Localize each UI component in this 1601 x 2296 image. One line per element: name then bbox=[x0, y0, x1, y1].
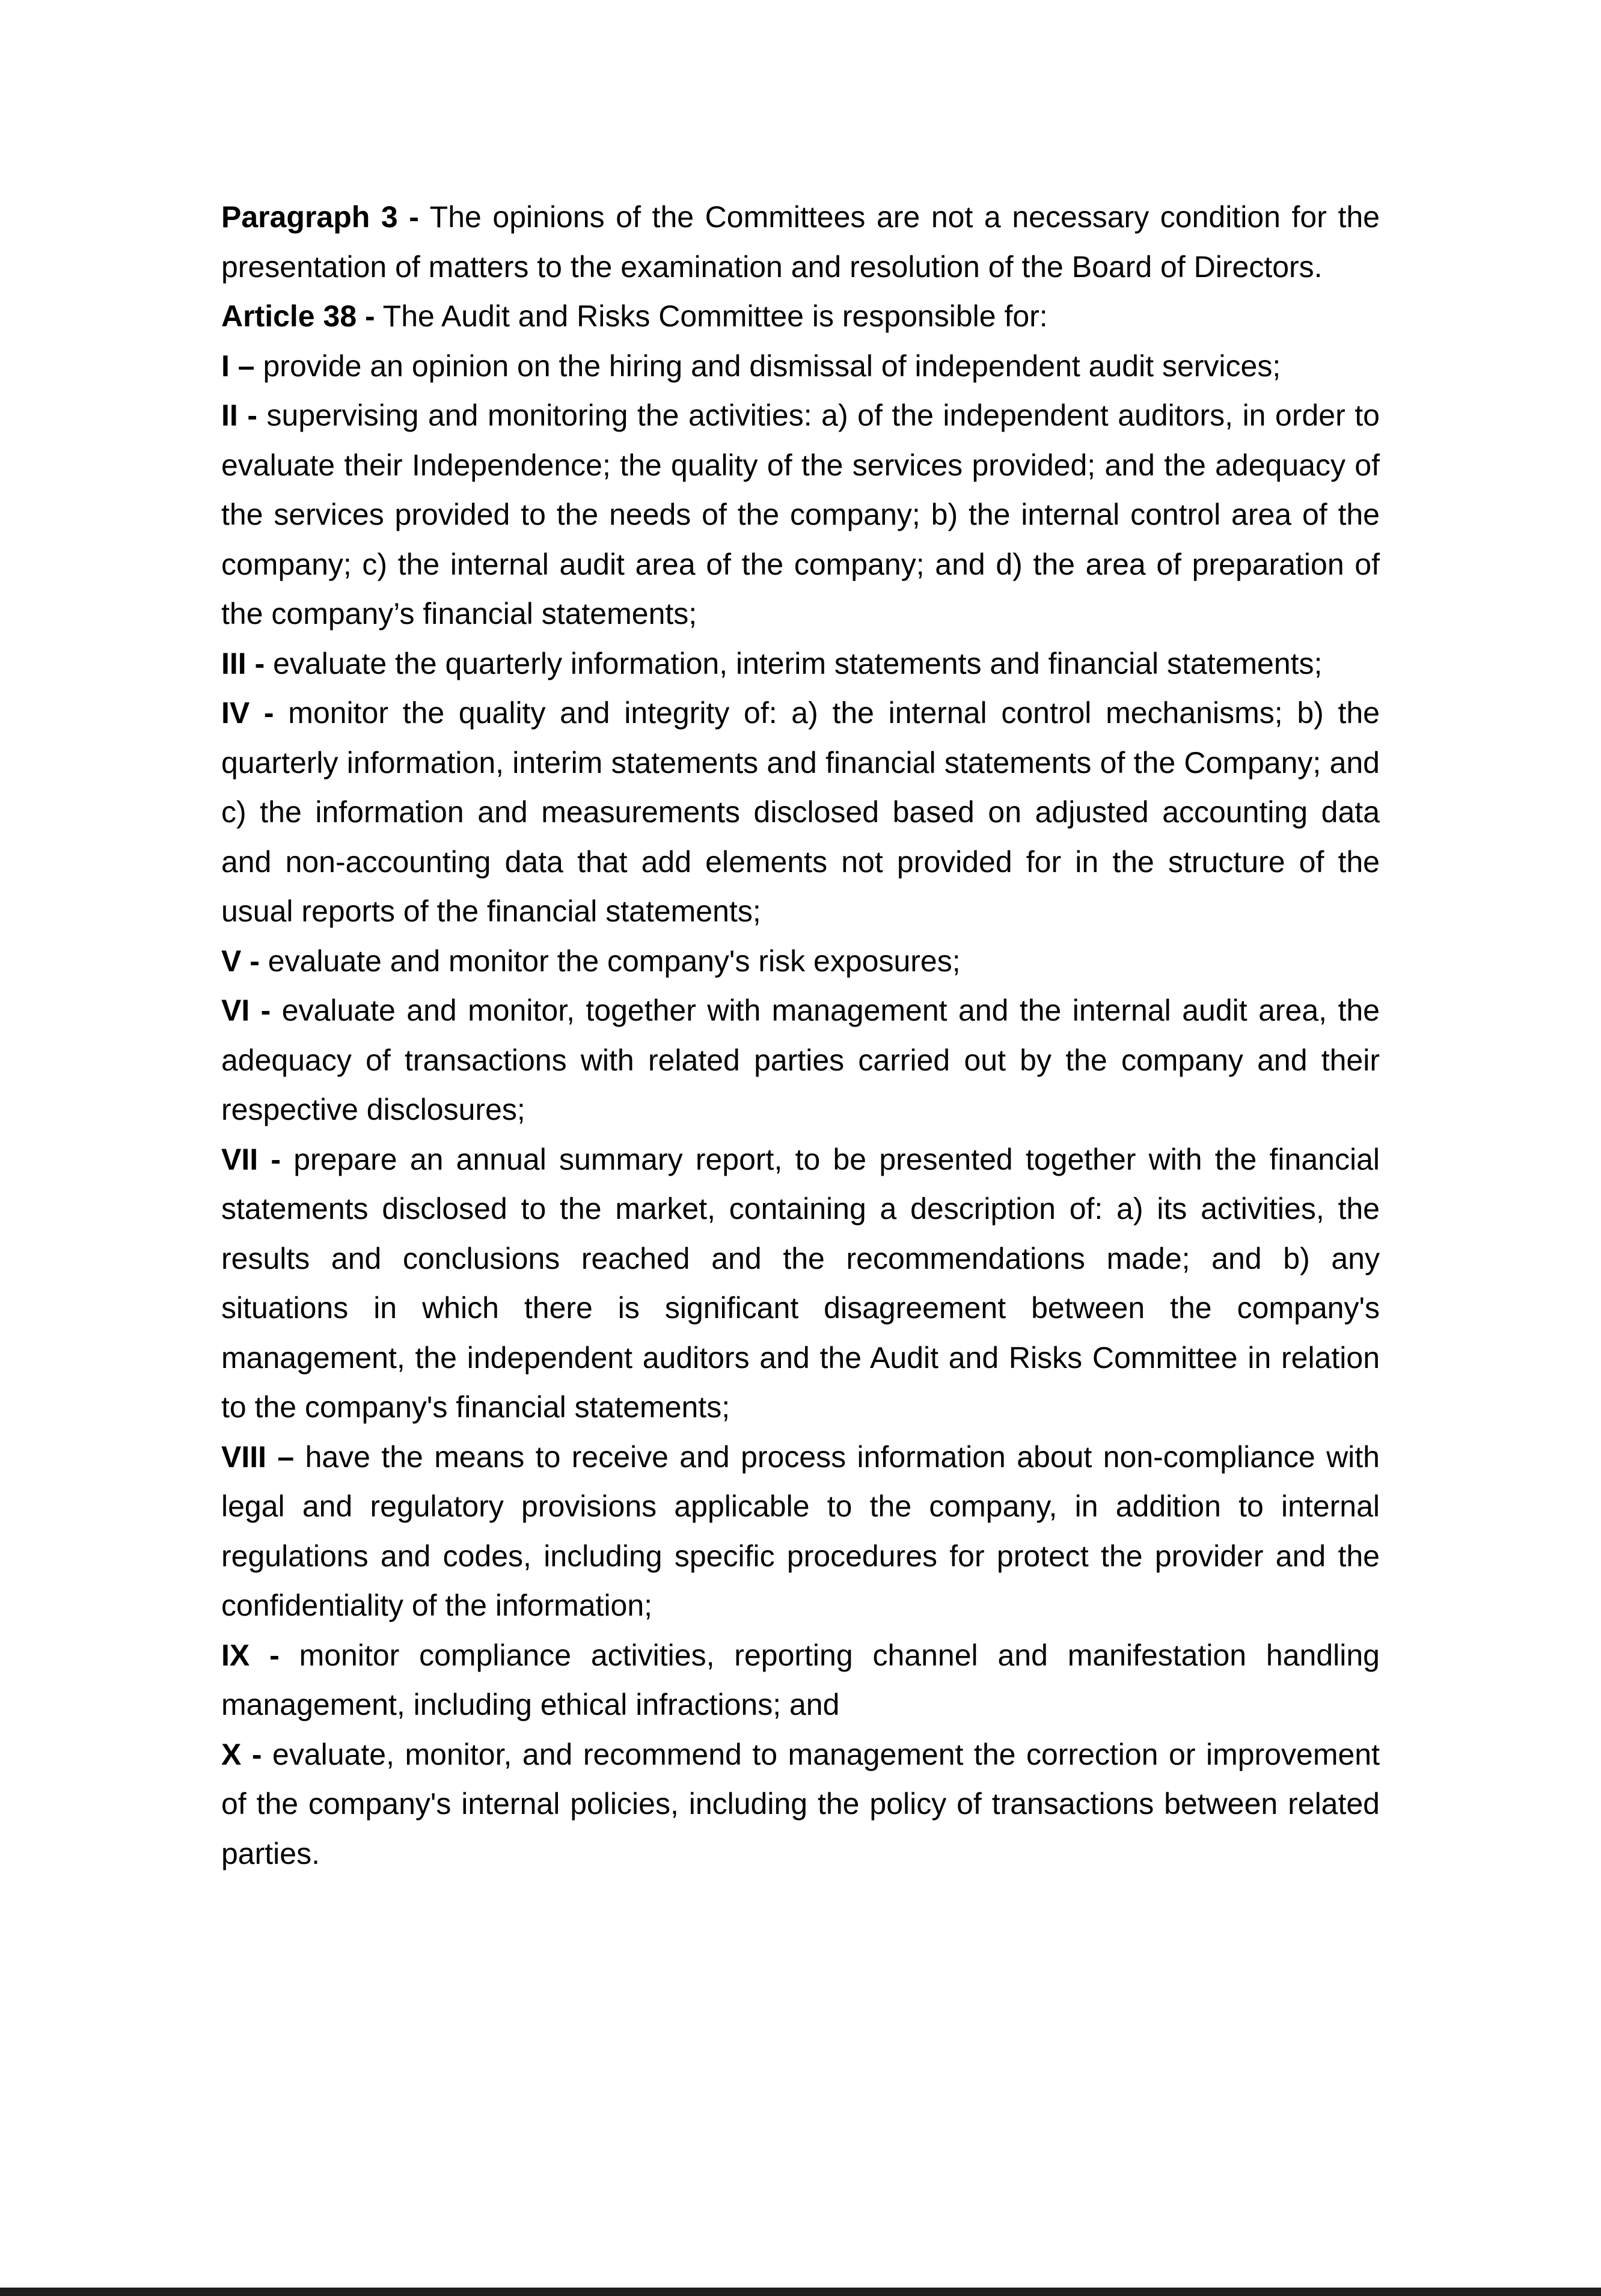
paragraph-lead: I – bbox=[221, 349, 255, 383]
paragraph-lead: X - bbox=[221, 1737, 262, 1771]
paragraph bbox=[221, 391, 1380, 639]
paragraph-text: provide an opinion on the hiring and dismissal of independent audit services; bbox=[254, 349, 1281, 383]
paragraph bbox=[221, 341, 1380, 391]
paragraph-lead: VI - bbox=[221, 994, 271, 1027]
paragraph-lead: VIII – bbox=[221, 1440, 295, 1474]
paragraph-text: evaluate and monitor, together with management and the internal audit area, the adequacy of transactions with related parties carried out by the company and their respective disclosures; bbox=[221, 994, 1380, 1126]
paragraph-text: prepare an annual summary report, to be presented together with the financial statements disclosed to the market, containing a description of: a) its activities, the results and conclusions reached and the recommendations made; and b) any situations in which there is significant disagreement between the company's management, the independent auditors and the Audit and Risks Committee in relation to the company's financial statements; bbox=[221, 1142, 1380, 1424]
paragraph-lead: Paragraph 3 - bbox=[221, 200, 419, 234]
paragraph bbox=[221, 192, 1380, 292]
document-body bbox=[221, 192, 1380, 1878]
paragraph-lead: IV - bbox=[221, 696, 274, 730]
paragraph-text: have the means to receive and process information about non-compliance with legal and regulatory provisions applicable to the company, in addition to internal regulations and codes, including specific procedures for protect the provider and the confidentiality of the information; bbox=[221, 1440, 1380, 1622]
paragraph-text: evaluate the quarterly information, interim statements and financial statements; bbox=[265, 646, 1323, 680]
paragraph bbox=[221, 292, 1380, 341]
paragraph-lead: III - bbox=[221, 646, 265, 680]
paragraph-lead: IX - bbox=[221, 1638, 280, 1672]
paragraph-lead: Article 38 - bbox=[221, 299, 375, 333]
paragraph bbox=[221, 986, 1380, 1135]
paragraph-text: monitor compliance activities, reporting channel and manifestation handling management, including ethical infractions; and bbox=[221, 1638, 1380, 1721]
paragraph bbox=[221, 1631, 1380, 1730]
paragraph bbox=[221, 1730, 1380, 1879]
paragraph-text: The opinions of the Committees are not a necessary condition for the presentation of matters to the examination and resolution of the Board of Directors. bbox=[221, 200, 1380, 284]
paragraph bbox=[221, 688, 1380, 936]
paragraph bbox=[221, 639, 1380, 689]
paragraph-text: supervising and monitoring the activities: a) of the independent auditors, in order to evaluate their Independence; the quality of the services provided; and the adequacy of the services provided to the needs of the company; b) the internal control area of the company; c) the internal audit area of the company; and d) the area of preparation of the company’s financial statements; bbox=[221, 398, 1380, 630]
paragraph bbox=[221, 1432, 1380, 1631]
paragraph-text: evaluate and monitor the company's risk exposures; bbox=[259, 944, 961, 978]
paragraph bbox=[221, 936, 1380, 986]
page-bottom-edge bbox=[0, 2288, 1601, 2296]
paragraph-lead: V - bbox=[221, 944, 260, 978]
paragraph-text: evaluate, monitor, and recommend to management the correction or improvement of the company's internal policies, including the policy of transactions between related parties. bbox=[221, 1737, 1380, 1870]
paragraph-text: monitor the quality and integrity of: a) the internal control mechanisms; b) the quarterly information, interim statements and financial statements of the Company; and c) the information and measurements disclosed based on adjusted accounting data and non-accounting data that add elements not provided for in the structure of the usual reports of the financial statements; bbox=[221, 696, 1380, 928]
paragraph-lead: II - bbox=[221, 398, 257, 432]
paragraph-lead: VII - bbox=[221, 1142, 281, 1176]
paragraph-text: The Audit and Risks Committee is responsible for: bbox=[375, 299, 1048, 333]
paragraph bbox=[221, 1135, 1380, 1432]
